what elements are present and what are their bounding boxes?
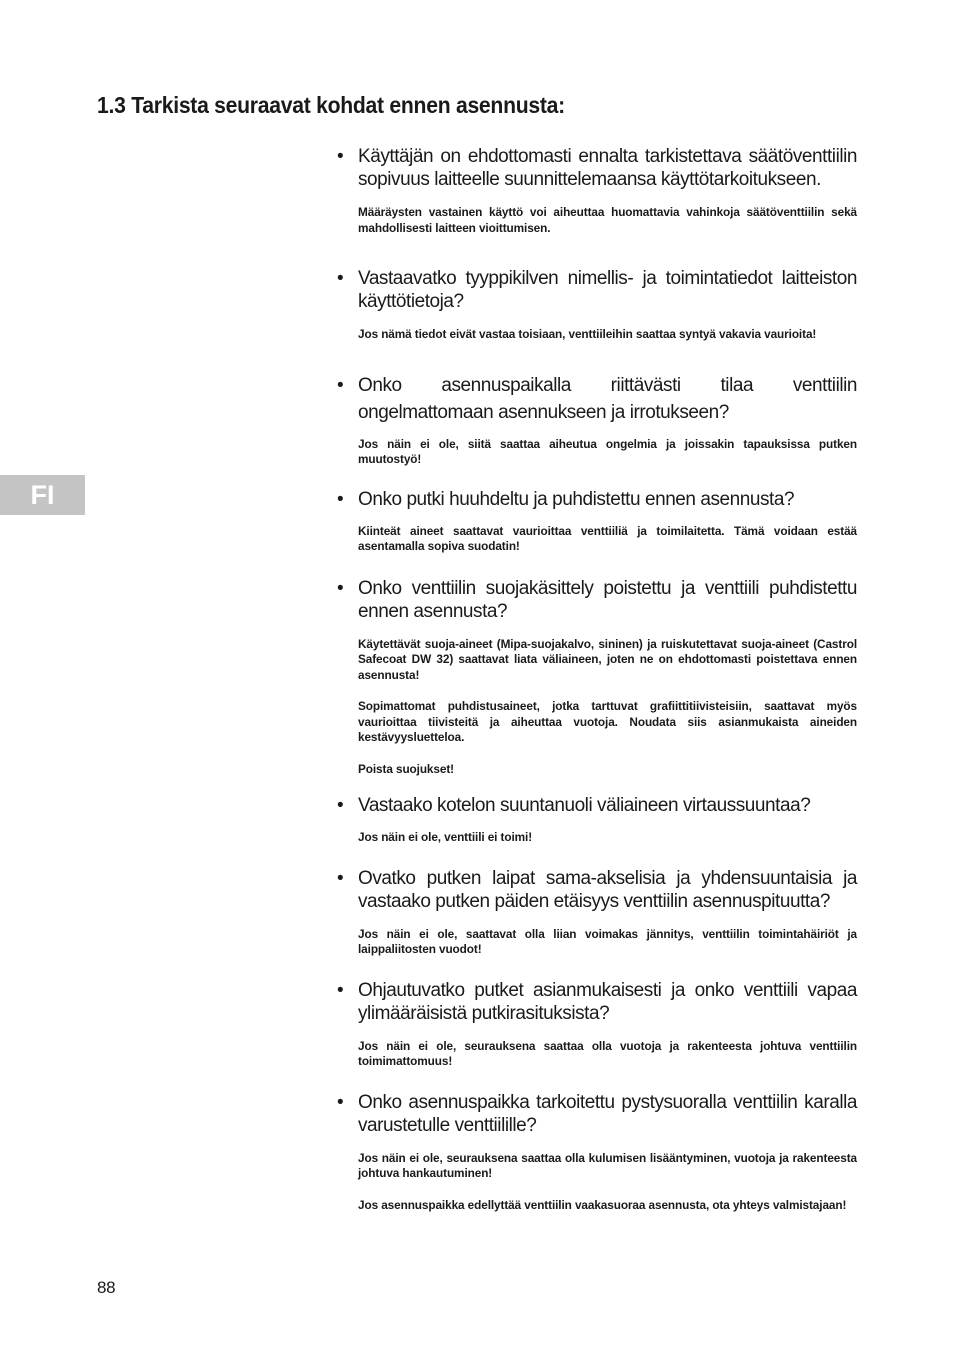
check-question-text: Onko putki huuhdeltu ja puhdistettu ennen asennusta? xyxy=(358,488,795,510)
checklist-item xyxy=(337,488,857,555)
check-question xyxy=(337,267,857,313)
checklist-item xyxy=(337,1091,857,1214)
warning-note: Sopimattomat puhdistusaineet, jotka tarttuvat grafiittitiivisteisiin, saattavat myös vaurioittaa tiivisteitä ja aiheuttaa vuotoja. Noudata siis asianmukaista aineiden kestävyysluetteloa. xyxy=(358,699,857,744)
check-question xyxy=(337,577,857,623)
page-number: 88 xyxy=(97,1278,116,1297)
check-question-text: Vastaako kotelon suuntanuoli väliaineen virtaussuuntaa? xyxy=(358,795,811,816)
warning-note: Jos nämä tiedot eivät vastaa toisiaan, venttiileihin saattaa syntyä vakavia vaurioita! xyxy=(358,327,817,341)
warning-note: Jos näin ei ole, venttiili ei toimi! xyxy=(358,830,533,844)
section-heading: 1.3 Tarkista seuraavat kohdat ennen asennusta: xyxy=(97,92,565,118)
language-tab: FI xyxy=(0,475,85,515)
warning-note: Määräysten vastainen käyttö voi aiheuttaa huomattavia vahinkoja säätöventtiilin sekä mahdollisesti laitteen vioittumisen. xyxy=(358,205,857,235)
bullet-icon: • xyxy=(337,795,344,816)
bullet-icon: • xyxy=(337,867,344,889)
check-question-text: Onko asennuspaikalla riittävästi tilaa venttiilin ongelmattomaan asennukseen ja irrotukseen? xyxy=(358,374,857,423)
checklist-item xyxy=(337,979,857,1070)
checklist-item xyxy=(337,372,857,468)
warning-note: Poista suojukset! xyxy=(358,761,454,776)
checklist-item xyxy=(337,867,857,958)
check-question xyxy=(337,867,857,913)
checklist-item xyxy=(337,577,857,778)
bullet-icon: • xyxy=(337,146,344,167)
check-question-text: Vastaavatko tyyppikilven nimellis- ja toimintatiedot laitteiston käyttötietoja? xyxy=(358,268,857,312)
warning-note: Jos näin ei ole, seurauksena saattaa olla vuotoja ja rakenteesta johtuva venttiilin toimimattomuus! xyxy=(358,1038,857,1068)
warning-note: Käytettävät suoja-aineet (Mipa-suojakalvo, sininen) ja ruiskutettavat suoja-aineet (Castrol Safecoat DW 32) saattavat liata väliaineen, joten ne on ehdottomasti poistettava ennen asennusta! xyxy=(358,636,857,682)
check-question-text: Ovatko putken laipat sama-akselisia ja yhdensuuntaisia ja vastaako putken päiden etäisyys venttiilin asennuspituutta? xyxy=(358,867,857,912)
checklist xyxy=(337,145,857,1213)
bullet-icon: • xyxy=(337,577,344,599)
warning-note: Jos näin ei ole, siitä saattaa aiheutua ongelmia ja joissakin tapauksissa putken muutostyö! xyxy=(358,436,857,466)
check-question-text: Ohjautuvatko putket asianmukaisesti ja onko venttiili vapaa ylimääräisistä putkirasituksista? xyxy=(358,979,857,1024)
checklist-item xyxy=(337,145,857,236)
check-question xyxy=(337,794,857,817)
bullet-icon: • xyxy=(337,374,344,396)
bullet-icon: • xyxy=(337,1091,344,1113)
check-question xyxy=(337,1091,857,1137)
check-question-text: Onko venttiilin suojakäsittely poistettu ja venttiili puhdistettu ennen asennusta? xyxy=(358,577,857,622)
check-question xyxy=(337,979,857,1025)
bullet-icon: • xyxy=(337,979,344,1001)
checklist-item xyxy=(337,794,857,846)
warning-note: Jos asennuspaikka edellyttää venttiilin vaakasuoraa asennusta, ota yhteys valmistajaan! xyxy=(358,1197,847,1212)
warning-note: Kiinteät aineet saattavat vaurioittaa venttiiliä ja toimilaitetta. Tämä voidaan estää asentamalla sopiva suodatin! xyxy=(358,523,857,553)
check-question-text: Onko asennuspaikka tarkoitettu pystysuoralla venttiilin karalla varustetulle venttiilille? xyxy=(358,1091,857,1136)
check-question xyxy=(337,488,857,511)
check-question xyxy=(337,372,857,426)
warning-note: Jos näin ei ole, saattavat olla liian voimakas jännitys, venttiilin toimintahäiriöt ja laippaliitosten vuodot! xyxy=(358,926,857,956)
bullet-icon: • xyxy=(337,488,344,510)
checklist-item xyxy=(337,267,857,343)
check-question-text: Käyttäjän on ehdottomasti ennalta tarkistettava säätöventtiilin sopivuus laitteelle suunnittelemaansa käyttötarkoitukseen. xyxy=(358,146,857,190)
warning-note: Jos näin ei ole, seurauksena saattaa olla kulumisen lisääntyminen, vuotoja ja rakenteesta johtuva hankautuminen! xyxy=(358,1150,857,1180)
check-question xyxy=(337,145,857,191)
bullet-icon: • xyxy=(337,268,344,289)
